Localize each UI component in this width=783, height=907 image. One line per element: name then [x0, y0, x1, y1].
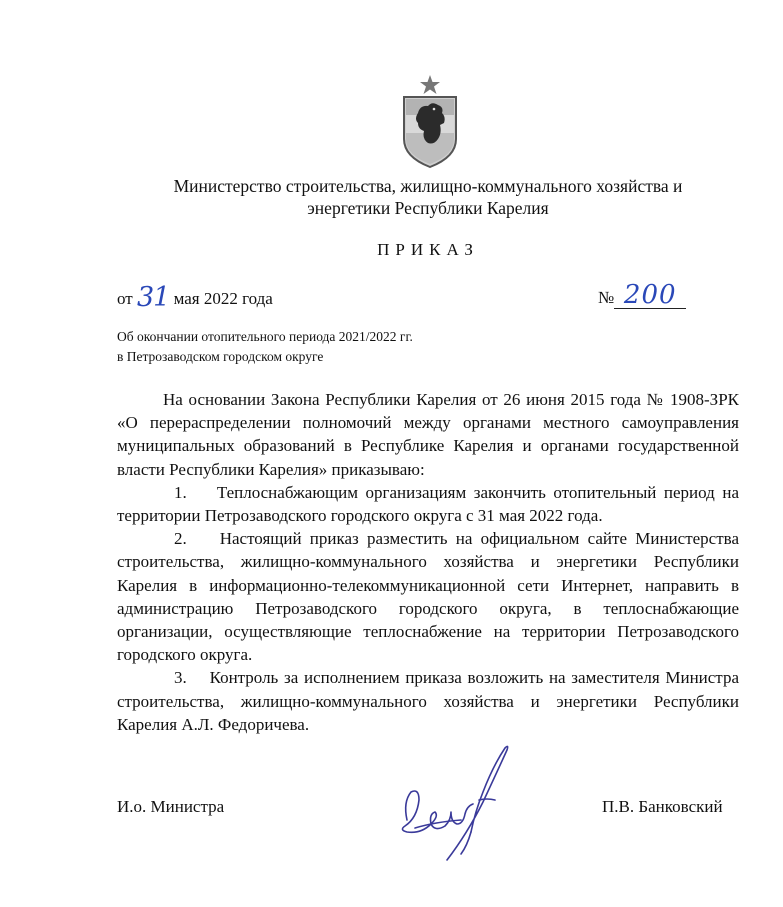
number-handwritten: 200 [623, 280, 677, 310]
preamble-paragraph: На основании Закона Республики Карелия от 26 июня 2015 года № 1908-ЗРК «О перераспределении полномочий между органами местного самоуправления муниципальных образований в Республике Карелия и органами государственной власти Республики Карелия» приказываю: [117, 390, 739, 479]
subject-line2: в Петрозаводском городском округе [117, 349, 324, 364]
ministry-name-line2: энергетики Республики Карелия [307, 198, 549, 218]
order-date [117, 280, 273, 311]
signatory-name: П.В. Банковский [602, 797, 723, 816]
order-number [598, 280, 686, 311]
date-prefix: от [117, 289, 133, 308]
order-item-1: 1. Теплоснабжающим организациям закончить отопительный период на территории Петрозаводского городского округа с 31 мая 2022 года. [117, 482, 739, 526]
number-prefix: № [598, 288, 615, 307]
karelia-coat-of-arms-icon [398, 73, 462, 169]
order-item-2: 2. Настоящий приказ разместить на официальном сайте Министерства строительства, жилищно-коммунального хозяйства и энергетики Республики Карелия в информационно-телекоммуникационной сети Интернет, направить в администрацию Петрозаводского городского округа, в теплоснабжающие организации, осуществляющие теплоснабжение на территории Петрозаводского городского округа. [117, 529, 739, 665]
subject-line1: Об окончании отопительного периода 2021/2022 гг. [117, 329, 413, 344]
order-item-3: 3. Контроль за исполнением приказа возложить на заместителя Министра строительства, жилищно-коммунального хозяйства и энергетики Республики Карелия А.Л. Федоричева. [117, 668, 739, 734]
ministry-name-line1: Министерство строительства, жилищно-коммунального хозяйства и [173, 176, 683, 196]
number-underline [614, 278, 686, 309]
order-body [117, 388, 739, 736]
order-title: ПРИКАЗ [377, 240, 479, 259]
date-rest: мая 2022 года [173, 289, 273, 308]
date-day-handwritten: 31 [136, 282, 170, 313]
ministry-name [120, 175, 736, 219]
signatory-role: И.о. Министра [117, 797, 225, 816]
order-subject [117, 327, 413, 367]
handwritten-signature-icon [375, 742, 535, 867]
